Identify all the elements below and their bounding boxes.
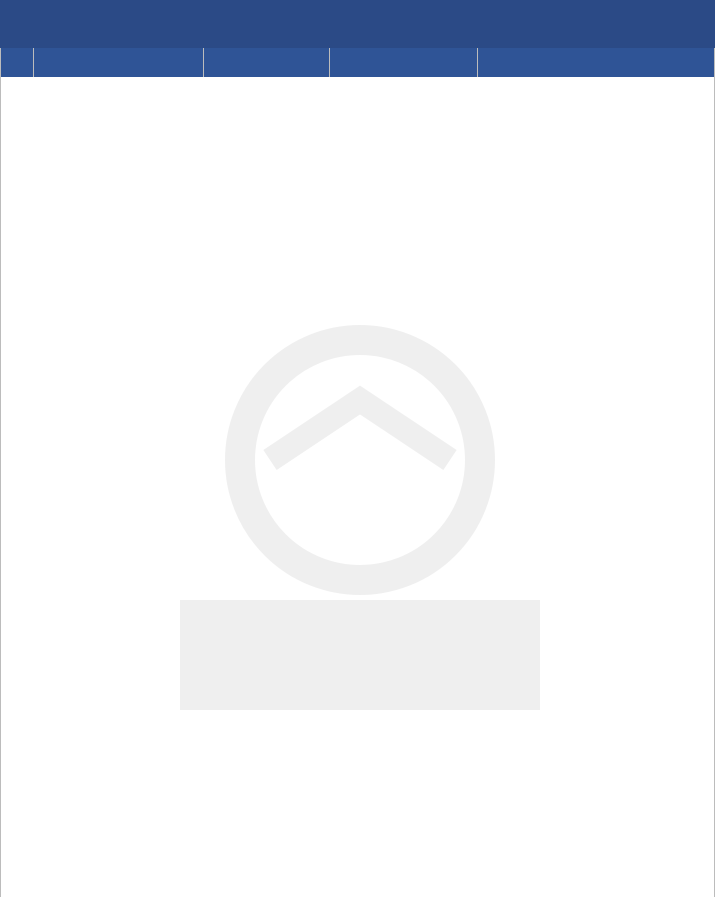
header-dosage-form	[204, 48, 330, 77]
header-specification	[330, 48, 478, 77]
header-product-name	[34, 48, 204, 77]
page-title	[0, 0, 715, 48]
watermark-logo-icon	[160, 310, 560, 730]
header-number	[0, 48, 34, 77]
header-manufacturer	[478, 48, 715, 77]
table-header	[0, 48, 715, 77]
table-left-border	[0, 48, 1, 897]
